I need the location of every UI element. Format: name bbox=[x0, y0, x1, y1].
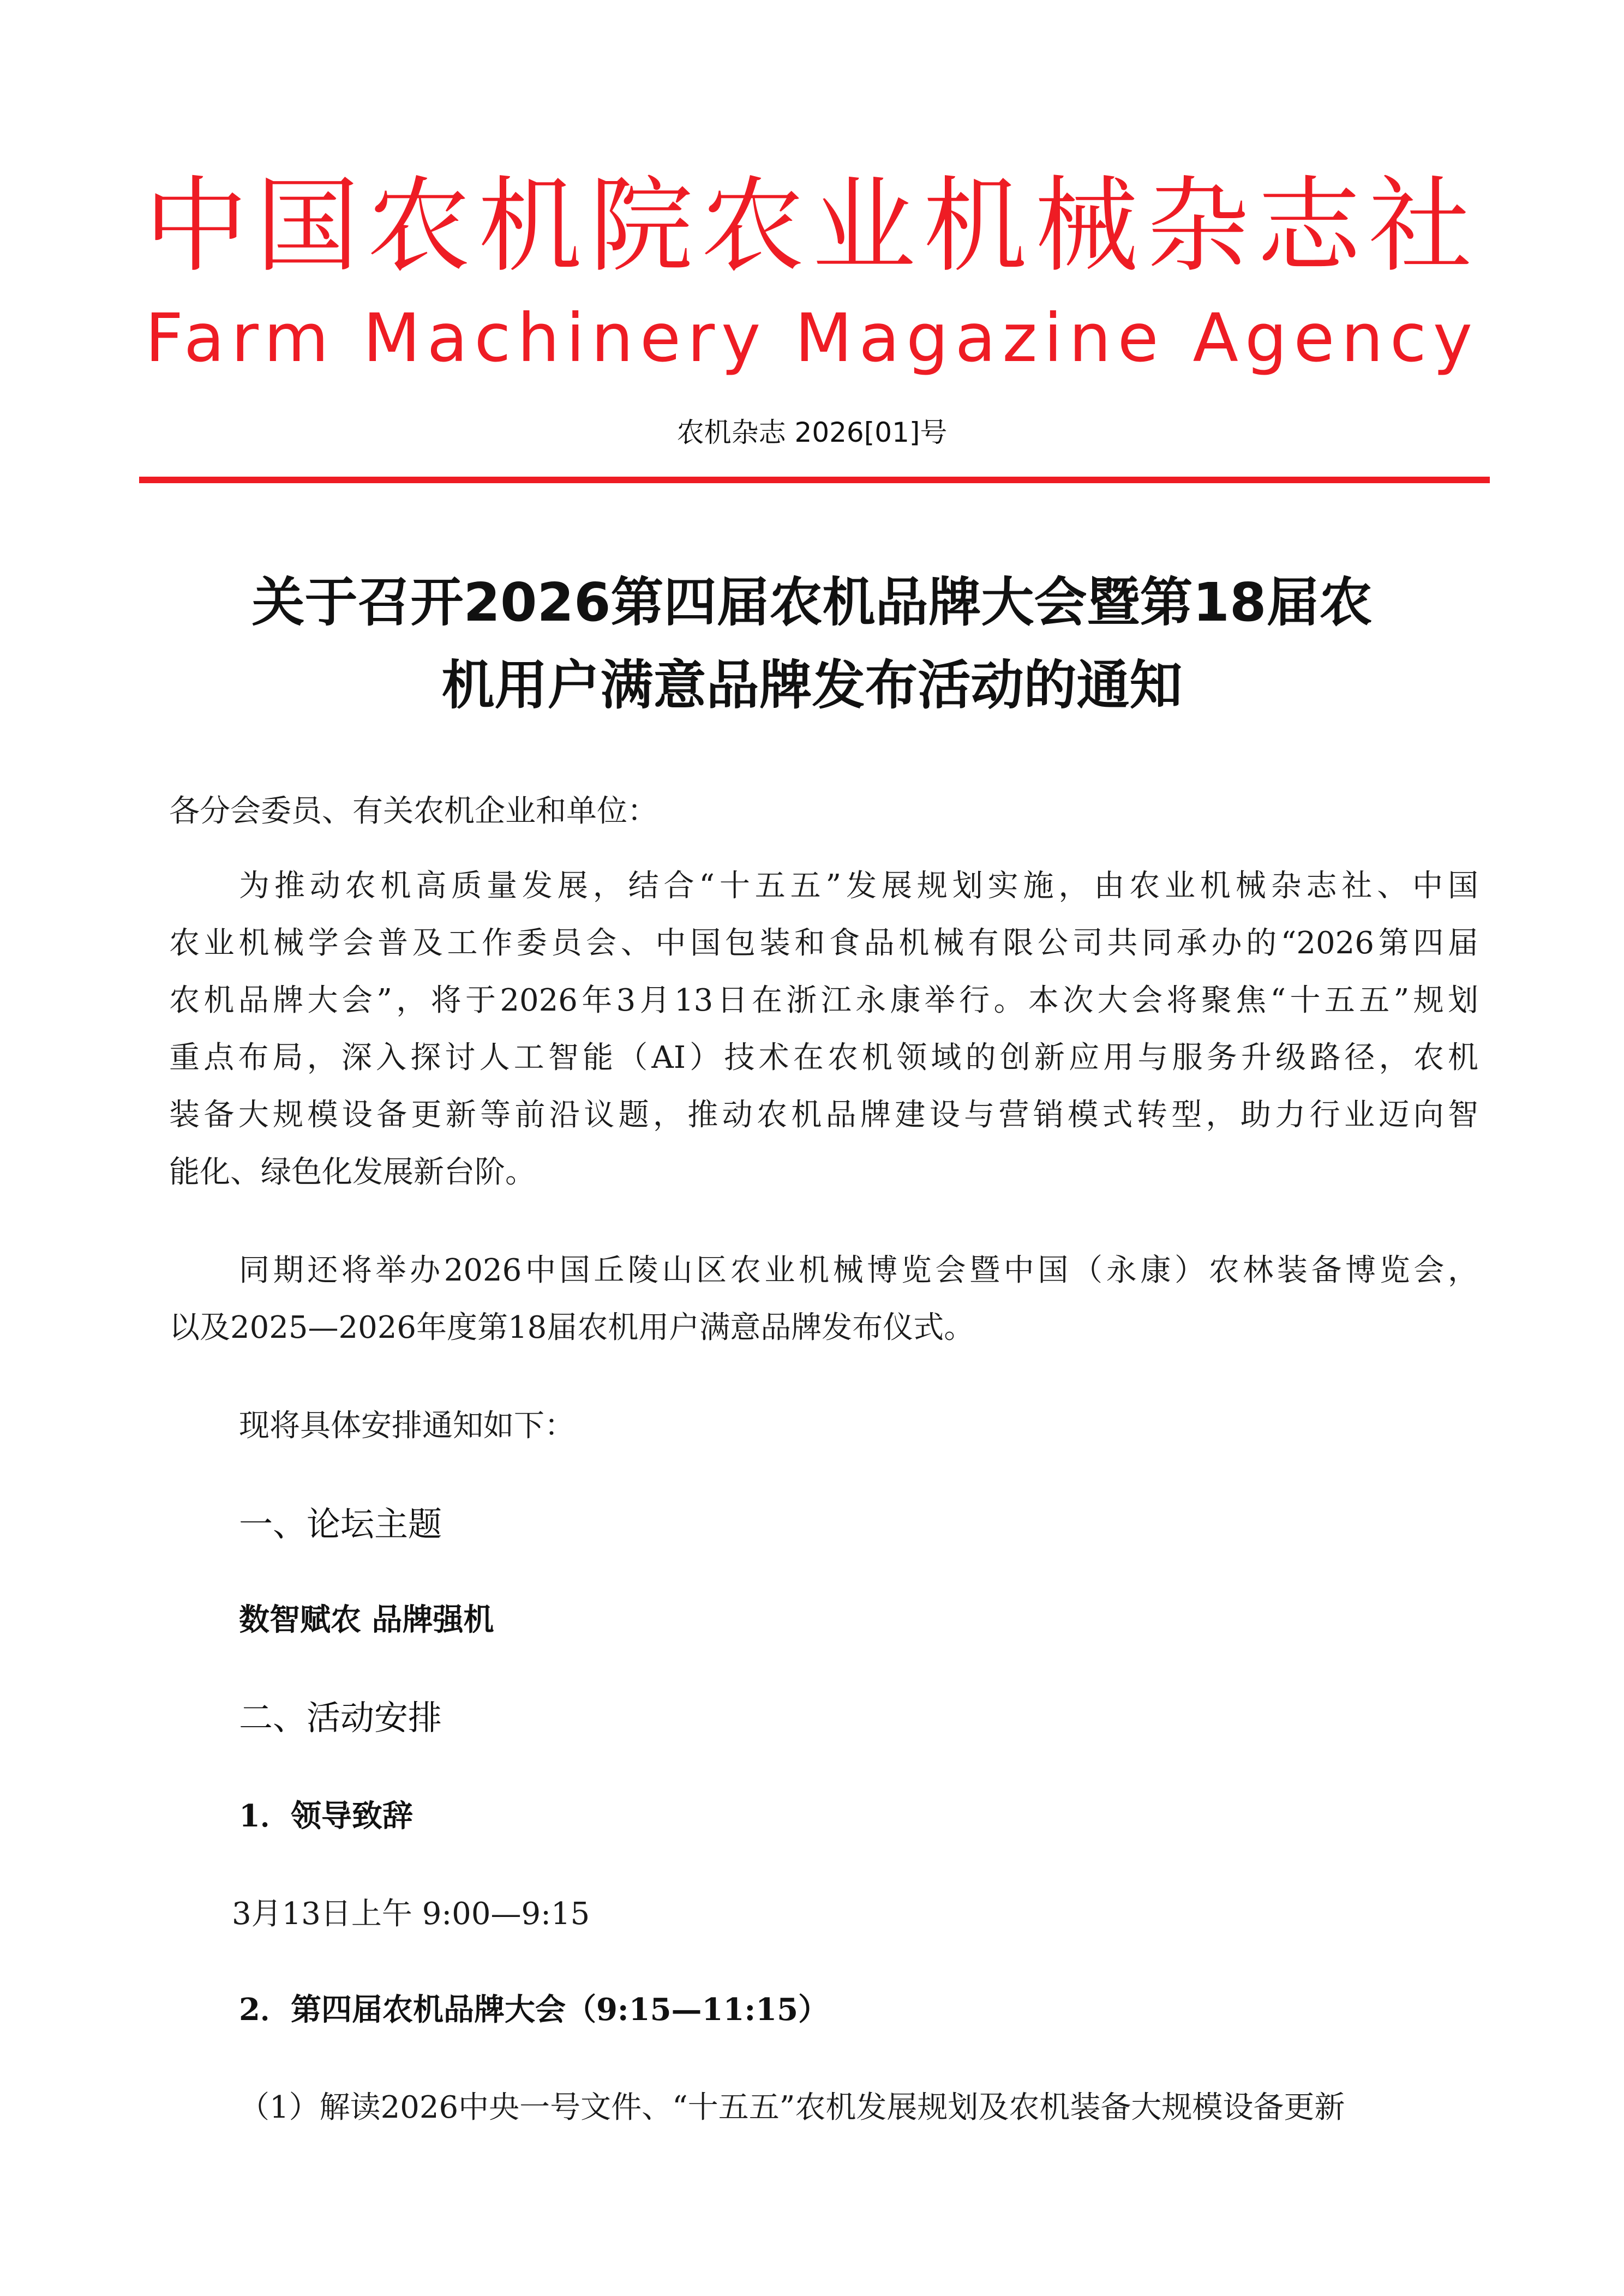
letterhead-org-name-en: Farm Machinery Magazine Agency bbox=[145, 299, 1479, 377]
notice-title-line-1: 关于召开2026第四届农机品牌大会暨第18届农 bbox=[251, 572, 1373, 633]
section-1-heading: 一、论坛主题 bbox=[239, 1504, 442, 1544]
paragraph-2-line-2: 以及2025—2026年度第18届农机用户满意品牌发布仪式。 bbox=[169, 1310, 975, 1345]
paragraph-1-line-5: 装备大规模设备更新等前沿议题，推动农机品牌建设与营销模式转型，助力行业迈向智 bbox=[169, 1097, 1478, 1133]
paragraph-2-line-1: 同期还将举办2026中国丘陵山区农业机械博览会暨中国（永康）农林装备博览会， bbox=[239, 1253, 1478, 1288]
paragraph-1-line-4: 重点布局，深入探讨人工智能（AI）技术在农机领域的创新应用与服务升级路径，农机 bbox=[169, 1040, 1478, 1075]
agenda-item-1-time: 3月13日上午 9:00—9:15 bbox=[232, 1896, 590, 1932]
section-2-heading: 二、活动安排 bbox=[239, 1698, 442, 1738]
agenda-item-2-heading: 2．第四届农机品牌大会（9:15—11:15） bbox=[239, 1992, 829, 2028]
agenda-item-1-heading: 1．领导致辞 bbox=[239, 1798, 413, 1834]
letterhead-org-name-cn: 中国农机院农业机械杂志社 bbox=[144, 166, 1480, 286]
letterhead-red-rule bbox=[139, 477, 1490, 483]
paragraph-3: 现将具体安排通知如下： bbox=[239, 1408, 575, 1444]
salutation: 各分会委员、有关农机企业和单位： bbox=[169, 794, 658, 829]
agenda-item-2-sub-1: （1）解读2026中央一号文件、“十五五”农机发展规划及农机装备大规模设备更新 bbox=[239, 2090, 1345, 2125]
forum-theme: 数智赋农 品牌强机 bbox=[239, 1602, 494, 1638]
paragraph-1-line-1: 为推动农机高质量发展，结合“十五五”发展规划实施，由农业机械杂志社、中国 bbox=[239, 868, 1478, 904]
document-number: 农机杂志 2026[01]号 bbox=[676, 417, 948, 448]
notice-title-line-2: 机用户满意品牌发布活动的通知 bbox=[441, 654, 1183, 716]
paragraph-1-line-6: 能化、绿色化发展新台阶。 bbox=[169, 1155, 536, 1190]
paragraph-1-line-3: 农机品牌大会”，将于2026年3月13日在浙江永康举行。本次大会将聚焦“十五五”规划 bbox=[169, 983, 1478, 1018]
paragraph-1-line-2: 农业机械学会普及工作委员会、中国包装和食品机械有限公司共同承办的“2026第四届 bbox=[169, 925, 1478, 961]
